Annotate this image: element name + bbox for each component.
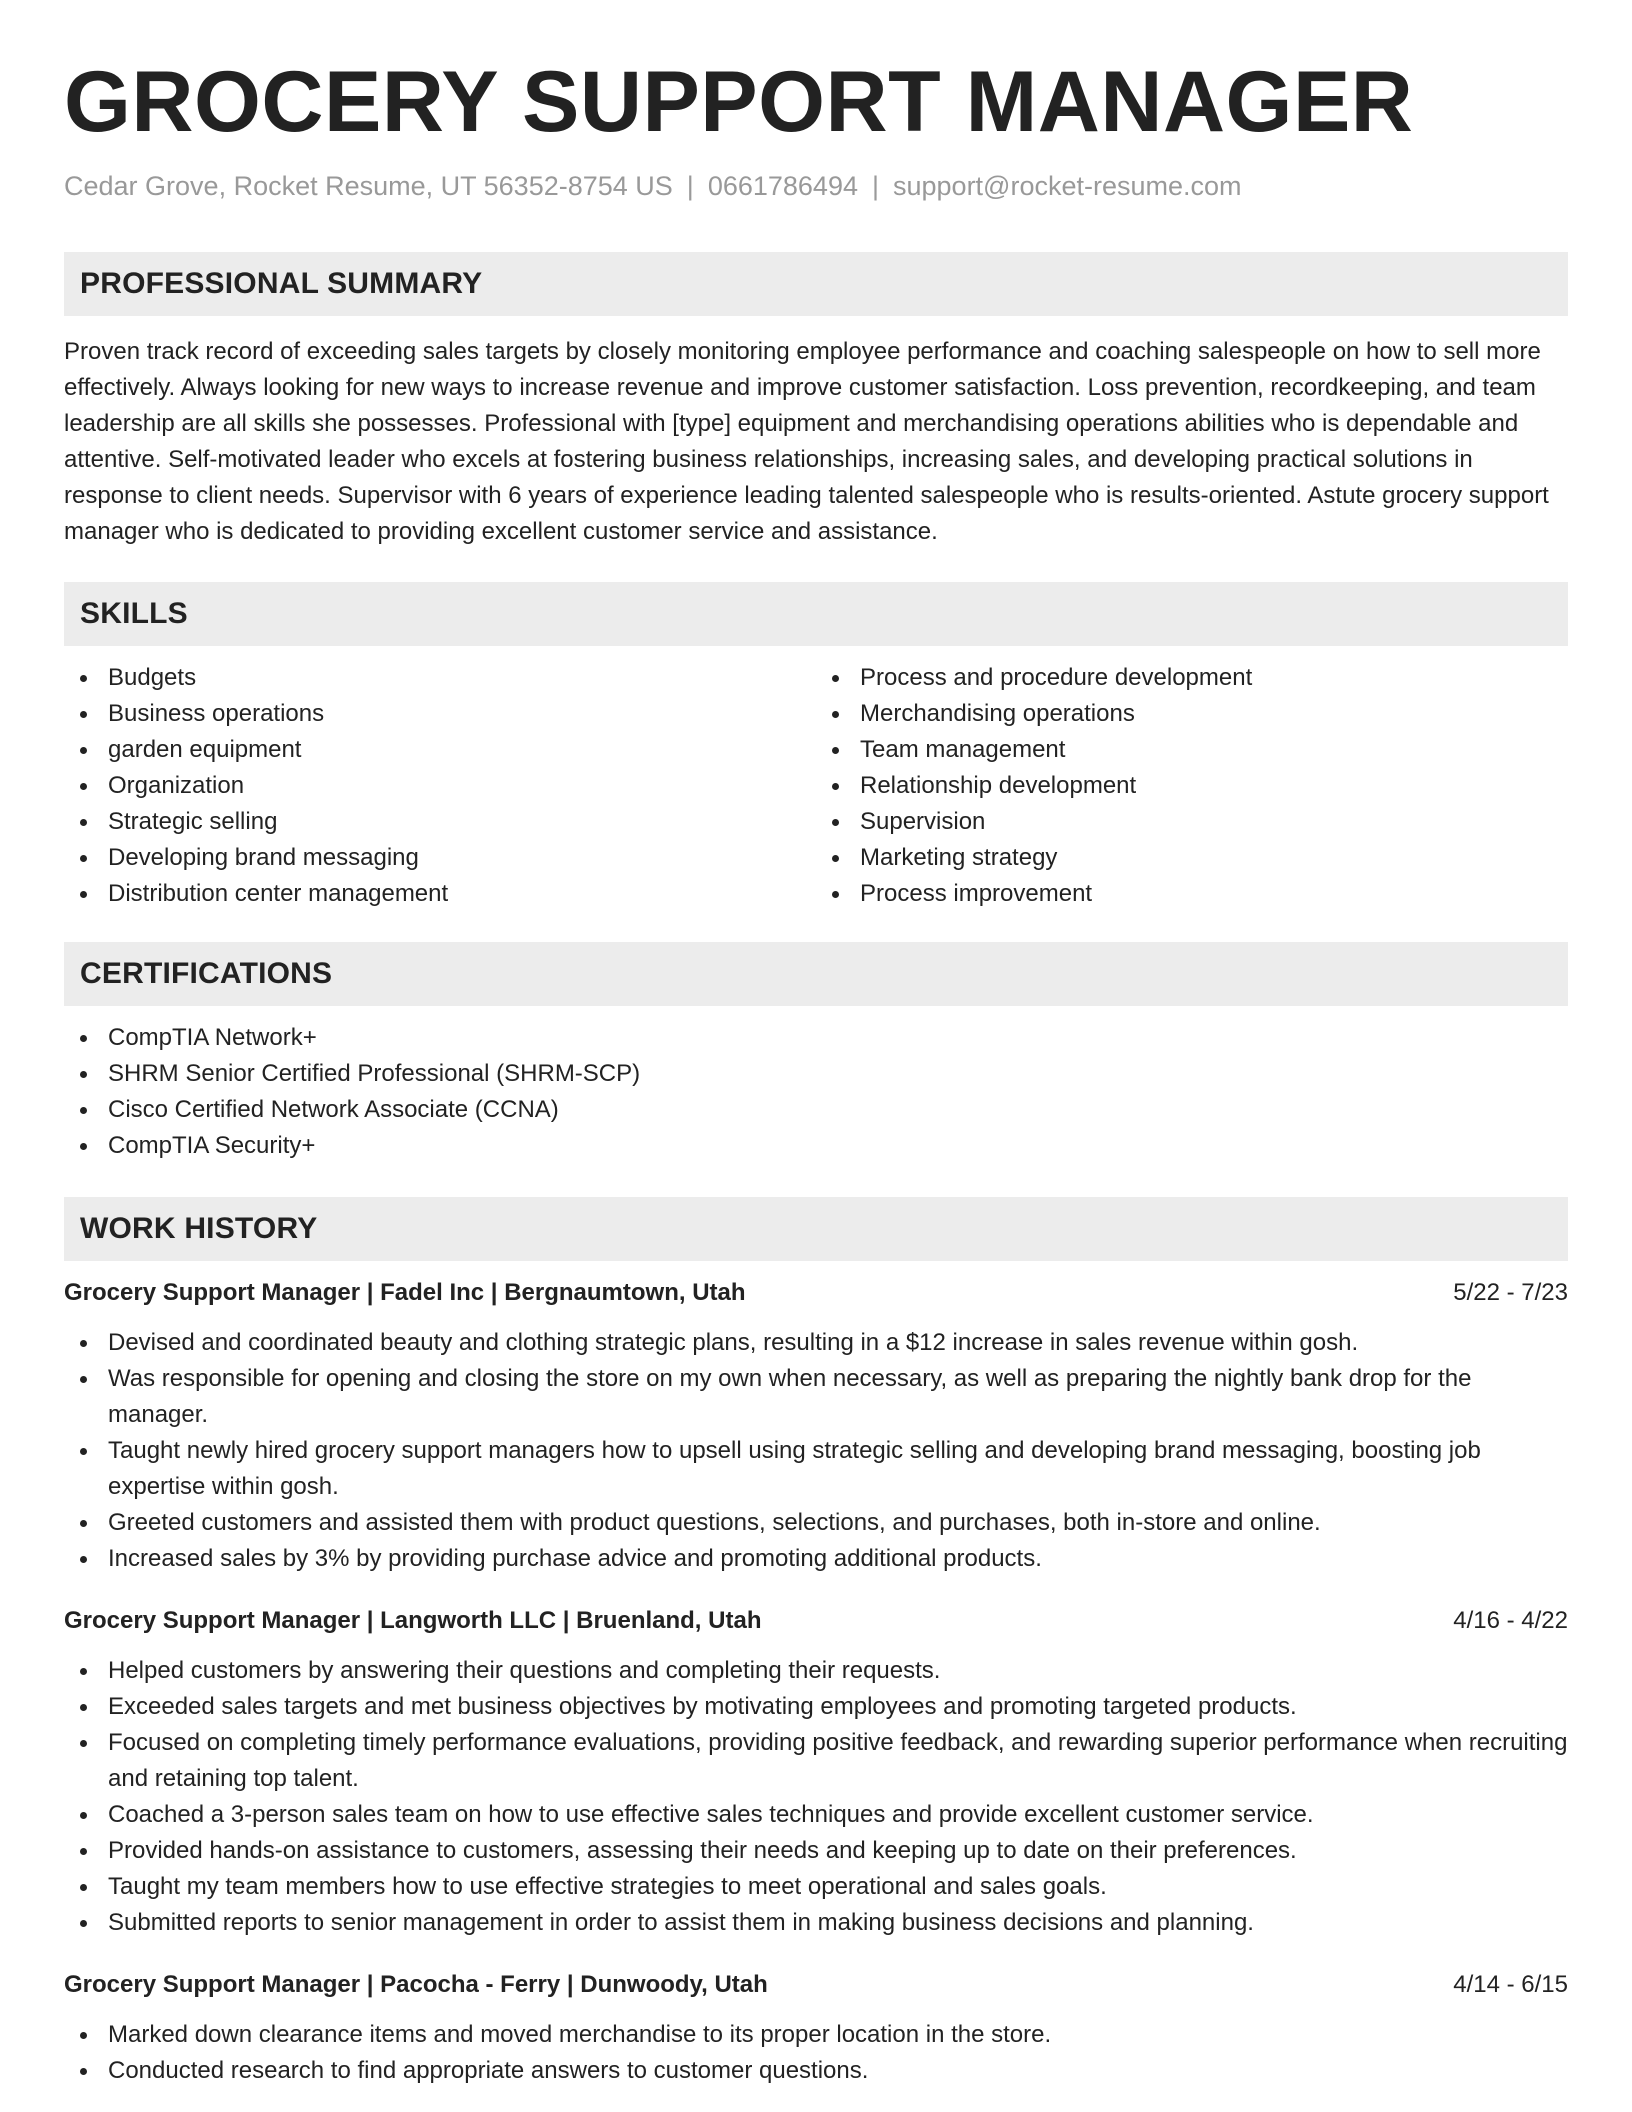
contact-email: support@rocket-resume.com (893, 171, 1242, 201)
certifications-heading: CERTIFICATIONS (64, 942, 1568, 1006)
contact-address: Cedar Grove, Rocket Resume, UT 56352-8754 US (64, 171, 673, 201)
skill-item: Strategic selling (64, 804, 816, 840)
skill-item: Developing brand messaging (64, 840, 816, 876)
contact-line (64, 168, 1568, 204)
skill-item: Marketing strategy (816, 840, 1568, 876)
work-history-heading: WORK HISTORY (64, 1197, 1568, 1261)
certification-item: SHRM Senior Certified Professional (SHRM-SCP) (64, 1056, 1568, 1092)
job-header (64, 1603, 1568, 1639)
job-dates: 4/16 - 4/22 (1453, 1607, 1568, 1634)
job-dates: 4/14 - 6/15 (1453, 1971, 1568, 1998)
skill-item: Process improvement (816, 876, 1568, 912)
job-bullet: Coached a 3-person sales team on how to use effective sales techniques and provide excellent customer service. (64, 1797, 1568, 1833)
job-bullet: Focused on completing timely performance evaluations, providing positive feedback, and rewarding superior performance when recruiting and retaining top talent. (64, 1725, 1568, 1797)
skill-item: Organization (64, 768, 816, 804)
job-bullet: Greeted customers and assisted them with product questions, selections, and purchases, both in-store and online. (64, 1505, 1568, 1541)
skills-heading: SKILLS (64, 582, 1568, 646)
job-entry (64, 1967, 1568, 2089)
job-bullet: Exceeded sales targets and met business objectives by motivating employees and promoting targeted products. (64, 1689, 1568, 1725)
job-bullet: Submitted reports to senior management in order to assist them in making business decisions and planning. (64, 1905, 1568, 1941)
skills-grid (64, 660, 1568, 912)
job-bullet: Conducted research to find appropriate answers to customer questions. (64, 2053, 1568, 2089)
certifications-list (64, 1020, 1568, 1164)
skill-item: Merchandising operations (816, 696, 1568, 732)
skills-list-left (64, 660, 816, 912)
job-bullet: Devised and coordinated beauty and clothing strategic plans, resulting in a $12 increase in sales revenue within gosh. (64, 1325, 1568, 1361)
job-dates: 5/22 - 7/23 (1453, 1279, 1568, 1306)
job-bullet: Was responsible for opening and closing the store on my own when necessary, as well as preparing the nightly bank drop for the manager. (64, 1361, 1568, 1433)
job-title: Grocery Support Manager | Pacocha - Ferry | Dunwoody, Utah (64, 1971, 768, 1998)
skill-item: Business operations (64, 696, 816, 732)
summary-text: Proven track record of exceeding sales targets by closely monitoring employee performance and coaching salespeople on how to sell more effectively. Always looking for new ways to increase revenue and improve customer satisfaction. Loss prevention, recordkeeping, and team leadership are all skills she possesses. Professional with [type] equipment and merchandising operations abilities who is dependable and attentive. Self-motivated leader who excels at fostering business relationships, increasing sales, and developing practical solutions in response to client needs. Supervisor with 6 years of experience leading talented salespeople who is results-oriented. Astute grocery support manager who is dedicated to providing excellent customer service and assistance. (64, 338, 1549, 545)
certification-item: Cisco Certified Network Associate (CCNA) (64, 1092, 1568, 1128)
job-entry (64, 1275, 1568, 1577)
skill-item: Distribution center management (64, 876, 816, 912)
skill-item: Budgets (64, 660, 816, 696)
job-header (64, 1967, 1568, 2003)
job-bullet: Taught newly hired grocery support managers how to upsell using strategic selling and developing brand messaging, boosting job expertise within gosh. (64, 1433, 1568, 1505)
job-bullet: Provided hands-on assistance to customers, assessing their needs and keeping up to date on their preferences. (64, 1833, 1568, 1869)
skill-item: Supervision (816, 804, 1568, 840)
certification-item: CompTIA Network+ (64, 1020, 1568, 1056)
job-bullet: Increased sales by 3% by providing purchase advice and promoting additional products. (64, 1541, 1568, 1577)
skill-item: Team management (816, 732, 1568, 768)
job-bullets (64, 2017, 1568, 2089)
job-title: Grocery Support Manager | Fadel Inc | Bergnaumtown, Utah (64, 1279, 746, 1306)
job-header (64, 1275, 1568, 1311)
resume-name: GROCERY SUPPORT MANAGER (64, 54, 1414, 150)
contact-separator: | (686, 171, 694, 201)
job-title: Grocery Support Manager | Langworth LLC | Bruenland, Utah (64, 1607, 762, 1634)
contact-separator: | (871, 171, 879, 201)
skill-item: garden equipment (64, 732, 816, 768)
skill-item: Process and procedure development (816, 660, 1568, 696)
job-bullets (64, 1325, 1568, 1577)
certification-item: CompTIA Security+ (64, 1128, 1568, 1164)
contact-phone: 0661786494 (707, 171, 858, 201)
skill-item: Relationship development (816, 768, 1568, 804)
job-bullet: Taught my team members how to use effective strategies to meet operational and sales goals. (64, 1869, 1568, 1905)
job-bullets (64, 1653, 1568, 1941)
job-bullet: Marked down clearance items and moved merchandise to its proper location in the store. (64, 2017, 1568, 2053)
job-bullet: Helped customers by answering their questions and completing their requests. (64, 1653, 1568, 1689)
summary-heading: PROFESSIONAL SUMMARY (64, 252, 1568, 316)
job-entry (64, 1603, 1568, 1941)
skills-list-right (816, 660, 1568, 912)
